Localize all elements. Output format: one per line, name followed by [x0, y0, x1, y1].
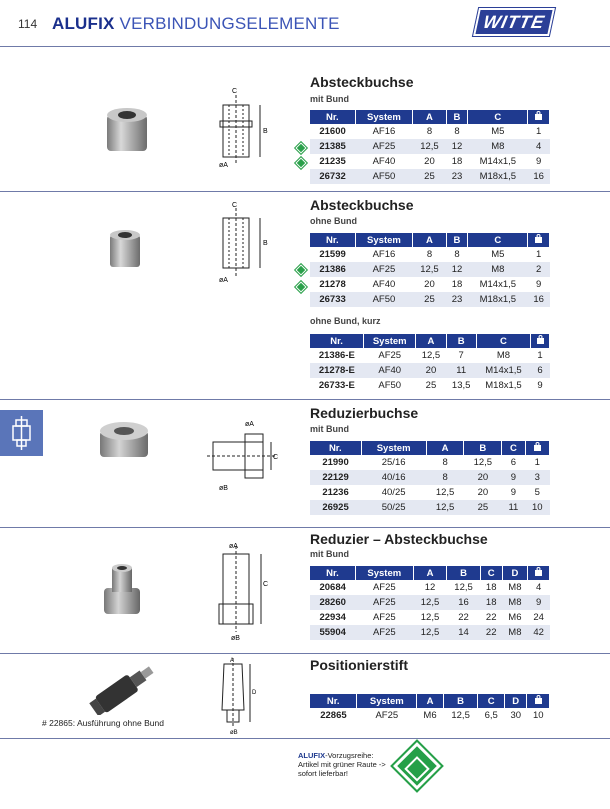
column-header: A	[413, 566, 447, 580]
table-cell: 12,5	[413, 625, 447, 640]
table-cell: AF16	[372, 126, 396, 137]
column-header: C	[502, 441, 525, 455]
column-header: A	[416, 334, 446, 348]
table-cell: 8	[454, 126, 460, 137]
table-cell: 23	[446, 169, 468, 184]
column-header: C	[480, 566, 502, 580]
table-cell: AF50	[355, 169, 413, 184]
table-cell: AF25	[378, 350, 402, 361]
table-cell: 12,5	[420, 612, 440, 623]
column-header: Nr.	[310, 233, 355, 247]
article-number: 22934	[319, 612, 346, 623]
dim-label: øA	[219, 277, 228, 284]
article-number: 21386	[310, 262, 355, 277]
table-cell: AF50	[355, 292, 413, 307]
table-row	[310, 500, 550, 515]
divider	[0, 653, 610, 654]
table-cell: 16	[528, 292, 550, 307]
table-cell: 1	[536, 249, 542, 260]
table-row	[310, 610, 550, 625]
table-row	[310, 139, 550, 154]
column-header: A	[417, 694, 444, 708]
column-header: A	[426, 441, 464, 455]
table-row	[310, 124, 550, 139]
table-cell: 12,5	[454, 582, 473, 593]
table-cell: 16	[528, 169, 550, 184]
table-cell: M5	[491, 249, 505, 260]
table-cell: 8	[426, 126, 433, 137]
section-subtitle: mit Bund	[310, 424, 349, 434]
table-cell: 5	[534, 487, 540, 498]
column-header: C	[478, 694, 505, 708]
table-cell: 3	[525, 470, 549, 485]
table-cell: 7	[458, 350, 464, 361]
preferred-diamond-icon	[393, 742, 441, 790]
article-number: 20684	[319, 582, 346, 593]
article-number: 26733	[310, 292, 355, 307]
article-number: 28260	[310, 595, 355, 610]
technical-drawing	[205, 540, 275, 645]
legend-brand: ALUFIX	[298, 751, 326, 760]
product-photo	[103, 105, 153, 160]
article-number: 55904	[310, 625, 355, 640]
table-cell: 12,5	[413, 595, 447, 610]
table-cell: 25	[413, 169, 446, 184]
table-cell: 9	[510, 487, 517, 498]
dim-label: øA	[219, 162, 228, 169]
table-cell: AF25	[355, 262, 413, 277]
table-cell: 12,5	[451, 710, 470, 721]
table-cell: 12,5	[435, 487, 455, 498]
table-cell: 1	[534, 457, 540, 468]
column-header: System	[364, 334, 416, 348]
table-cell: 50/25	[361, 500, 426, 515]
table-cell: AF25	[355, 625, 413, 640]
table-cell: 12,5	[413, 139, 446, 154]
dim-label: C	[232, 202, 238, 209]
article-number: 26733-E	[318, 380, 355, 391]
column-header: System	[355, 566, 413, 580]
legend-line1: -Vorzugsreihe:	[325, 751, 374, 760]
article-number: 21278-E	[310, 363, 364, 378]
table-cell: 6,5	[484, 710, 498, 721]
table-cell: 12,5	[413, 262, 446, 277]
column-header: B	[446, 233, 468, 247]
preferred-diamond-icon	[295, 157, 306, 168]
table-cell: 12,5	[421, 350, 441, 361]
weight-icon	[525, 441, 549, 455]
product-photo	[96, 415, 156, 465]
table-cell: M6	[508, 612, 522, 623]
product-table	[310, 233, 550, 307]
table-cell: 12,5	[473, 457, 493, 468]
table-cell: 8	[426, 470, 464, 485]
table-row	[310, 363, 550, 378]
weight-icon	[528, 566, 550, 580]
dim-label: A	[230, 658, 235, 664]
dim-label: C	[232, 88, 238, 95]
article-number: 21236	[322, 487, 349, 498]
table-row	[310, 277, 550, 292]
page-number: 114	[18, 17, 38, 31]
table-cell: AF16	[372, 249, 396, 260]
article-number: 21600	[319, 126, 346, 137]
table-cell: 16	[447, 595, 481, 610]
column-header: D	[502, 566, 528, 580]
table-cell: 6	[510, 457, 517, 468]
table-row	[310, 169, 550, 184]
table-cell: 10	[532, 710, 544, 721]
table-row	[310, 348, 550, 363]
table-cell: 30	[510, 710, 522, 721]
table-cell: 40/25	[381, 487, 406, 498]
table-cell: 18	[451, 279, 463, 290]
table-cell: M8	[502, 595, 528, 610]
product-table	[310, 694, 550, 723]
table-cell: M18x1,5	[468, 169, 528, 184]
table-cell: 42	[528, 625, 550, 640]
page-title	[52, 14, 340, 34]
table-cell: M14x1,5	[476, 363, 530, 378]
table-cell: 9	[536, 279, 542, 290]
product-photo	[106, 227, 146, 272]
dim-label: C	[273, 454, 279, 461]
table-cell: 1	[537, 350, 543, 361]
table-cell: M14x1,5	[479, 156, 517, 167]
table-row	[310, 455, 550, 470]
weight-icon	[531, 334, 550, 348]
table-cell: 8	[426, 249, 433, 260]
column-header: B	[443, 694, 478, 708]
table-row	[310, 378, 550, 393]
section-title: Reduzierbuchse	[310, 405, 419, 421]
weight-icon	[528, 110, 550, 124]
column-header: C	[468, 110, 528, 124]
table-cell: 20	[424, 279, 435, 290]
table-cell: 12	[446, 262, 468, 277]
section-title: Absteckbuchse	[310, 74, 414, 90]
table-cell: 18	[485, 582, 497, 593]
column-header: B	[447, 566, 481, 580]
article-number: 21386-E	[318, 350, 355, 361]
column-header: B	[446, 334, 476, 348]
section-subtitle: ohne Bund	[310, 216, 357, 226]
technical-drawing	[210, 656, 265, 736]
table-cell: 13,5	[451, 380, 471, 391]
table-row	[310, 580, 550, 595]
table-cell: AF25	[355, 139, 413, 154]
table-cell: M18x1,5	[485, 380, 522, 391]
column-header: C	[476, 334, 530, 348]
legend	[298, 751, 386, 778]
table-cell: 11	[446, 363, 476, 378]
table-cell: 22	[485, 612, 497, 623]
table-cell: 2	[528, 262, 550, 277]
table-cell: 12	[424, 582, 436, 593]
table-row	[310, 625, 550, 640]
table-row	[310, 292, 550, 307]
table-cell: 25	[464, 500, 502, 515]
table-cell: 22	[458, 612, 469, 623]
table-cell: 24	[533, 612, 544, 623]
table-cell: 20	[464, 470, 502, 485]
section-subtitle: mit Bund	[310, 94, 349, 104]
table-row	[310, 470, 550, 485]
product-photo	[85, 660, 165, 715]
table-cell: 14	[447, 625, 481, 640]
section-subtitle: ohne Bund, kurz	[310, 316, 381, 326]
table-cell: AF40	[364, 363, 416, 378]
preferred-diamond-icon	[295, 264, 306, 275]
table-cell: 12,5	[426, 500, 464, 515]
table-cell: 11	[502, 500, 525, 515]
table-cell: 6	[531, 363, 550, 378]
table-cell: 1	[536, 126, 542, 137]
divider	[0, 738, 610, 739]
dim-label: øA	[229, 543, 238, 550]
table-row	[310, 595, 550, 610]
section-title: Reduzier – Absteckbuchse	[310, 531, 488, 547]
dim-label: øB	[219, 485, 228, 492]
column-header: System	[355, 233, 413, 247]
section-title: Positionierstift	[310, 657, 409, 673]
column-header: Nr.	[310, 110, 355, 124]
divider	[0, 46, 610, 47]
product-table	[310, 441, 550, 515]
section-title: Absteckbuchse	[310, 197, 414, 213]
table-cell: M8	[508, 582, 522, 593]
table-cell: AF25	[372, 582, 396, 593]
table-row	[310, 708, 550, 723]
technical-drawing	[215, 200, 277, 290]
table-cell: M8	[502, 625, 528, 640]
product-table	[310, 110, 550, 184]
table-cell: AF25	[372, 612, 396, 623]
column-header: Nr.	[310, 694, 357, 708]
technical-drawing	[205, 412, 285, 497]
table-cell: 9	[502, 470, 525, 485]
table-cell: 4	[535, 582, 542, 593]
section-subtitle: mit Bund	[310, 549, 349, 559]
table-cell: AF50	[378, 380, 402, 391]
article-number: 21599	[319, 249, 346, 260]
column-header: Nr.	[310, 441, 361, 455]
table-cell: 4	[528, 139, 550, 154]
dim-label: B	[263, 128, 268, 135]
table-cell: M18x1,5	[468, 292, 528, 307]
dim-label: D	[252, 690, 257, 696]
product-table	[310, 566, 550, 640]
dim-label: øA	[245, 421, 254, 428]
column-header: Nr.	[310, 566, 355, 580]
article-number: 21235	[319, 156, 346, 167]
table-cell: 23	[446, 292, 468, 307]
dim-label: C	[263, 581, 269, 588]
column-header: System	[361, 441, 426, 455]
dim-label: øB	[230, 730, 238, 736]
legend-line3: sofort lieferbar!	[298, 769, 349, 778]
table-cell: 8	[442, 457, 448, 468]
product-caption: # 22865: Ausführung ohne Bund	[42, 718, 164, 728]
table-cell: 25	[413, 292, 446, 307]
column-header: Nr.	[310, 334, 364, 348]
column-header: A	[413, 110, 446, 124]
category-tab-icon[interactable]	[0, 410, 43, 456]
table-cell: 9	[528, 595, 550, 610]
table-cell: 22	[480, 625, 502, 640]
column-header: B	[446, 110, 468, 124]
witte-logo: WITTE	[473, 8, 555, 36]
article-number: 21990	[322, 457, 349, 468]
preferred-diamond-icon	[295, 142, 306, 153]
table-cell: 10	[525, 500, 549, 515]
column-header: C	[468, 233, 528, 247]
table-cell: 18	[480, 595, 502, 610]
weight-icon	[528, 233, 550, 247]
column-header: A	[413, 233, 446, 247]
legend-line2: Artikel mit grüner Raute ->	[298, 760, 386, 769]
table-cell: AF40	[372, 279, 396, 290]
table-cell: AF40	[372, 156, 396, 167]
table-cell: 8	[454, 249, 460, 260]
table-row	[310, 262, 550, 277]
dim-label: øB	[231, 635, 240, 642]
table-cell: 20	[477, 487, 489, 498]
page-header	[0, 0, 610, 50]
column-header: D	[505, 694, 527, 708]
table-cell: M8	[468, 139, 528, 154]
table-cell: 20	[424, 156, 435, 167]
article-number: 26925	[310, 500, 361, 515]
table-cell: M8	[496, 350, 511, 361]
table-cell: 25/16	[381, 457, 406, 468]
article-number: 21278	[319, 279, 346, 290]
table-cell: AF25	[375, 710, 399, 721]
product-table	[310, 334, 550, 393]
article-number: 26732	[310, 169, 355, 184]
table-cell: 9	[536, 156, 542, 167]
dim-label: B	[263, 240, 268, 247]
product-photo	[100, 560, 145, 620]
category-title: VERBINDUNGSELEMENTE	[119, 14, 340, 33]
table-row	[310, 485, 550, 500]
article-number: 21385	[310, 139, 355, 154]
table-cell: M5	[491, 126, 505, 137]
table-row	[310, 247, 550, 262]
divider	[0, 527, 610, 528]
article-number: 22129	[310, 470, 361, 485]
article-number: 22865	[320, 710, 347, 721]
table-cell: 18	[451, 156, 463, 167]
table-cell: 12	[446, 139, 468, 154]
table-row	[310, 154, 550, 169]
table-cell: 9	[537, 380, 543, 391]
table-cell: M8	[468, 262, 528, 277]
column-header: System	[357, 694, 417, 708]
table-cell: AF25	[355, 595, 413, 610]
column-header: System	[355, 110, 413, 124]
technical-drawing	[215, 85, 277, 180]
column-header: B	[464, 441, 502, 455]
table-cell: 25	[425, 380, 437, 391]
table-cell: M14x1,5	[479, 279, 517, 290]
divider	[0, 399, 610, 400]
divider	[0, 191, 610, 192]
table-cell: 40/16	[361, 470, 426, 485]
preferred-diamond-icon	[295, 281, 306, 292]
weight-icon	[527, 694, 550, 708]
table-cell: 20	[416, 363, 446, 378]
brand-name: ALUFIX	[52, 14, 115, 33]
table-cell: M6	[423, 710, 437, 721]
